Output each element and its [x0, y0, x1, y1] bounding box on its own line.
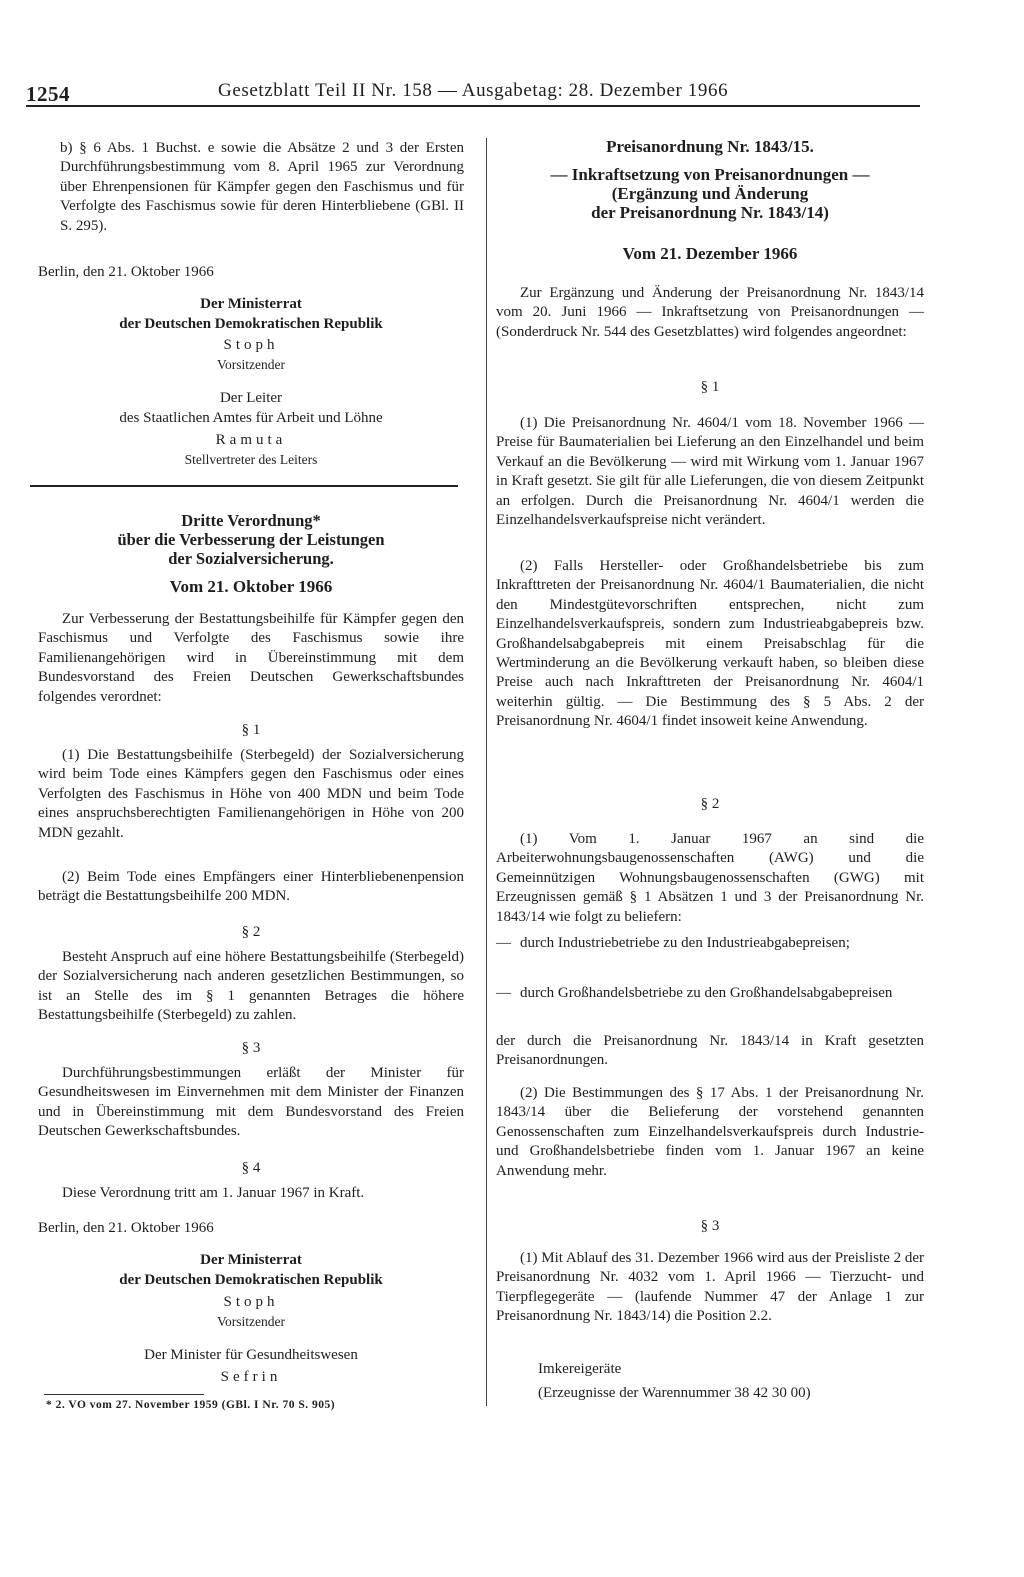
section-heading: § 2 [241, 924, 261, 940]
order-date: Vom 21. Dezember 1966 [622, 244, 798, 263]
section-heading: § 1 [241, 722, 261, 738]
decree-title: Dritte Verordnung* [181, 511, 321, 530]
section-paragraph: (1) Vom 1. Januar 1967 an sind die Arbeiterwohnungsbaugenossenschaften (AWG) und die Gemeinnützigen Wohnungsbaugenossenschaften (GWG) mit Erzeugnissen gemäß § 1 Absätzen 1 und 3 der Preisanordnung Nr. 1843/14 wie folgt zu beliefern: [496, 831, 924, 925]
footnote: * 2. VO vom 27. November 1959 (GBl. I Nr. 70 S. 905) [46, 1399, 336, 1411]
header-rule [26, 105, 920, 107]
signatory-title: Vorsitzender [217, 357, 285, 372]
order-subtitle-line2: (Ergänzung und Änderung [611, 184, 809, 203]
signatory-body-line2: der Deutschen Demokratischen Republik [119, 1272, 383, 1288]
section-paragraph: (1) Mit Ablauf des 31. Dezember 1966 wird aus der Preisliste 2 der Preisanordnung Nr. 4032 vom 1. April 1966 — Tierzucht- und Tierpflegegeräte — (laufende Nummer 47 der Anlage 1 zur Preisanordnung Nr. 1843/14) die Position 2.2. [496, 1250, 924, 1325]
signatory-name: Stoph [223, 337, 279, 353]
running-head: Gesetzblatt Teil II Nr. 158 — Ausgabetag: 28. Dezember 1966 [218, 80, 729, 101]
signatory-title: Stellvertreter des Leiters [184, 452, 318, 467]
page-number: 1254 [26, 82, 70, 106]
decree-title-line2: über die Verbesserung der Leistungen [117, 530, 385, 549]
signatory-body: Der Ministerrat [200, 296, 302, 312]
preamble: Zur Ergänzung und Änderung der Preisanordnung Nr. 1843/14 vom 20. Juni 1966 — Inkraftsetzung von Preisanordnungen — (Sonderdruck Nr. 544 des Gesetzblattes) wird folgendes angeordnet: [496, 285, 924, 340]
decree-title-line3: der Sozialversicherung. [168, 549, 334, 568]
list-item-text: durch Industriebetriebe zu den Industrieabgabepreisen; [520, 935, 850, 951]
signatory-name: Sefrin [220, 1369, 282, 1385]
signatory-name: Ramuta [215, 432, 287, 448]
signatory-body-line2: der Deutschen Demokratischen Republik [119, 316, 383, 332]
section-paragraph: (1) Die Bestattungsbeihilfe (Sterbegeld) der Sozialversicherung wird beim Tode eines Kämpfers gegen den Faschismus oder eines Verfolgten des Faschismus in Höhe von 400 MDN und beim Tode eines anspruchsberechtigten Familienangehörigen in Höhe von 200 MDN gezahlt. [38, 747, 464, 841]
section-paragraph: Durchführungsbestimmungen erläßt der Minister für Gesundheitswesen im Einvernehmen mit dem Minister der Finanzen und in Übereinstimmung mit dem Bundesvorstand des Freien Deutschen Gewerkschaftsbundes. [38, 1065, 464, 1140]
section-paragraph: (2) Beim Tode eines Empfängers einer Hinterbliebenenpension beträgt die Bestattungsbeihilfe 200 MDN. [38, 869, 464, 905]
section-paragraph-continued: der durch die Preisanordnung Nr. 1843/14 in Kraft gesetzten Preisanordnungen. [496, 1033, 924, 1069]
signatory-name: Stoph [223, 1294, 279, 1310]
place-date: Berlin, den 21. Oktober 1966 [38, 1220, 214, 1236]
position-name: Imkereigeräte [538, 1361, 622, 1377]
signatory-office: Der Leiter [219, 390, 283, 406]
list-item [496, 984, 924, 1003]
signatory-title: Vorsitzender [217, 1314, 285, 1329]
section-heading: § 3 [241, 1040, 261, 1056]
section-paragraph: Besteht Anspruch auf eine höhere Bestattungsbeihilfe (Sterbegeld) der Sozialversicherung nach anderen gesetzlichen Bestimmungen, so ist an Stelle des im § 1 genannten Betrages die höhere Bestattungsbeihilfe (Sterbegeld) zu zahlen. [38, 949, 464, 1024]
order-title: Preisanordnung Nr. 1843/15. [606, 137, 814, 156]
section-heading: § 1 [700, 379, 720, 395]
dash-marker: — [496, 985, 511, 1001]
list-item-text: durch Großhandelsbetriebe zu den Großhandelsabgabepreisen [520, 985, 893, 1001]
section-paragraph: (1) Die Preisanordnung Nr. 4604/1 vom 18. November 1966 — Preise für Baumaterialien bei Lieferung an den Einzelhandel und beim Verkauf an die Bevölkerung — wird mit Wirkung vom 1. Januar 1967 in Kraft gesetzt. Sie gilt für alle Lieferungen, die von diesem Zeitpunkt an erfolgen. Durch die Preisanordnung Nr. 4604/1 werden die Einzelhandelsverkaufspreise nicht verändert. [496, 415, 924, 529]
signatory-office-line2: des Staatlichen Amtes für Arbeit und Löhne [119, 410, 383, 426]
section-heading: § 2 [700, 796, 720, 812]
section-separator [30, 485, 458, 487]
place-date: Berlin, den 21. Oktober 1966 [38, 264, 214, 280]
footnote-rule [44, 1394, 204, 1395]
section-paragraph: (2) Die Bestimmungen des § 17 Abs. 1 der Preisanordnung Nr. 1843/14 über die Belieferung der vorstehend genannten Genossenschaften zum Einzelhandelsverkaufspreis durch Industrie- und Großhandelsbetriebe finden vom 1. Januar 1967 an keine Anwendung mehr. [496, 1085, 924, 1179]
section-paragraph: Diese Verordnung tritt am 1. Januar 1967 in Kraft. [62, 1185, 365, 1201]
list-item [496, 934, 924, 953]
order-subtitle: — Inkraftsetzung von Preisanordnungen — [550, 165, 870, 184]
preamble: Zur Verbesserung der Bestattungsbeihilfe für Kämpfer gegen den Faschismus und Verfolgte des Faschismus sowie ihre Familienangehörigen wird in Übereinstimmung mit dem Bundesvorstand des Freien Deutschen Gewerkschaftsbundes folgendes verordnet: [38, 611, 464, 705]
section-paragraph: (2) Falls Hersteller- oder Großhandelsbetriebe bis zum Inkrafttreten der Preisanordnung Nr. 4604/1 Baumaterialien, die nicht den Mindestgütevorschriften entsprechen, nicht zum Einzelhandelsverkaufspreis, sondern zum Industrieabgabepreis bzw. Großhandelsabgabepreis mit einem Preisabschlag für die Wertminderung an die Bevölkerung verkauft haben, so bleiben diese Preise auch nach Inkrafttreten der Preisanordnung Nr. 4604/1 weiterhin gültig. — Die Bestimmung des § 5 Abs. 2 der Preisanordnung Nr. 4604/1 findet insoweit keine Anwendung. [496, 558, 924, 730]
section-heading: § 3 [700, 1218, 720, 1234]
signatory-body: Der Ministerrat [200, 1252, 302, 1268]
section-heading: § 4 [241, 1160, 261, 1176]
position-detail: (Erzeugnisse der Warennummer 38 42 30 00) [538, 1385, 811, 1401]
column-rule [486, 138, 487, 1406]
decree-date: Vom 21. Oktober 1966 [169, 577, 333, 596]
dash-marker: — [496, 935, 511, 951]
signatory-office: Der Minister für Gesundheitswesen [144, 1347, 358, 1363]
item-b: b) § 6 Abs. 1 Buchst. e sowie die Absätze 2 und 3 der Ersten Durchführungsbestimmung vom 8. April 1965 zur Verordnung über Ehrenpensionen für Kämpfer gegen den Faschismus und für Verfolgte des Faschismus sowie für deren Hinterbliebene (GBl. II S. 295). [60, 140, 464, 234]
order-subtitle-line3: der Preisanordnung Nr. 1843/14) [591, 203, 829, 222]
